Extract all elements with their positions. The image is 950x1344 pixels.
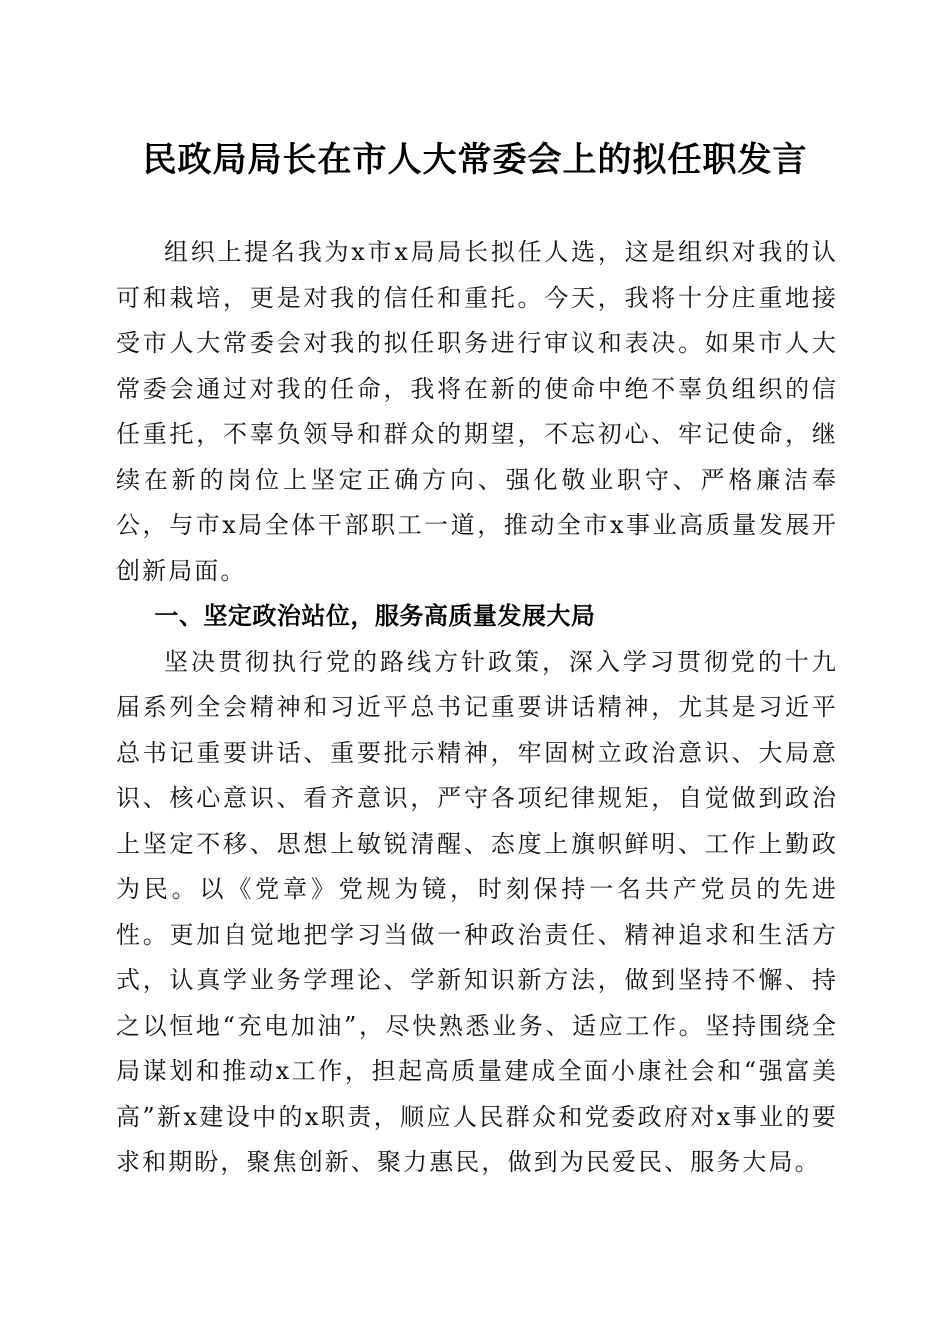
section-heading-1: 一、坚定政治站位，服务高质量发展大局 bbox=[154, 602, 596, 630]
intro-paragraph: 组织上提名我为x市x局局长拟任人选，这是组织对我的认可和栽培，更是对我的信任和重托。今天，我将十分庄重地接受市人大常委会对我的拟任职务进行审议和表决。如果市人大常委会通过对我的任命，我将在新的使命中绝不辜负组织的信任重托，不辜负领导和群众的期望，不忘初心、牢记使命，继续在新的岗位上坚定正确方向、强化敬业职守、严格廉洁奉公，与市x局全体干部职工一道，推动全市x事业高质量发展开创新局面。 bbox=[116, 238, 838, 585]
document-title: 民政局局长在市人大常委会上的拟任职发言 bbox=[142, 140, 808, 180]
section-1-paragraph: 坚决贯彻执行党的路线方针政策，深入学习贯彻党的十九届系列全会精神和习近平总书记重要讲话精神，尤其是习近平总书记重要讲话、重要批示精神，牢固树立政治意识、大局意识、核心意识、看齐意识，严守各项纪律规矩，自觉做到政治上坚定不移、思想上敏锐清醒、态度上旗帜鲜明、工作上勤政为民。以《党章》党规为镜，时刻保持一名共产党员的先进性。更加自觉地把学习当做一种政治责任、精神追求和生活方式，认真学业务学理论、学新知识新方法，做到坚持不懈、持之以恒地“充电加油”，尽快熟悉业务、适应工作。坚持围绕全局谋划和推动x工作，担起高质量建成全面小康社会和“强富美高”新x建设中的x职责，顺应人民群众和党委政府对x事业的要求和期盼，聚焦创新、聚力惠民，做到为民爱民、服务大局。 bbox=[116, 647, 838, 1176]
document-body bbox=[116, 230, 838, 1186]
